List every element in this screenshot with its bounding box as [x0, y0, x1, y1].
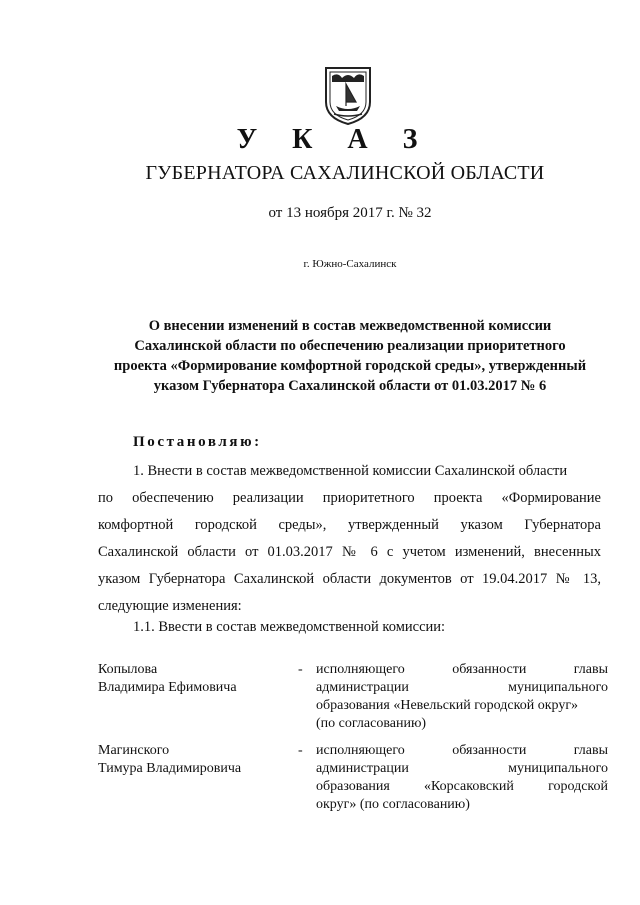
- document-city: г. Южно-Сахалинск: [303, 258, 397, 270]
- paragraph-line: Сахалинской области от 01.03.2017 № 6 с учетом изменений, внесенных: [98, 544, 601, 560]
- position-line: исполняющего обязанности главы: [316, 662, 608, 677]
- paragraph-line: 1. Внести в состав межведомственной комиссии Сахалинской области: [133, 463, 568, 479]
- position-line: образования «Невельский городской округ»: [316, 698, 579, 713]
- paragraph-line: по обеспечению реализации приоритетного проекта «Формирование: [98, 490, 601, 506]
- heading-line: О внесении изменений в состав межведомственной комиссии: [148, 318, 552, 334]
- heading-line: проекта «Формирование комфортной городской среды», утвержденный: [113, 358, 587, 374]
- member-dash: -: [298, 662, 303, 677]
- position-line: округ» (по согласованию): [316, 797, 470, 812]
- member-name: [98, 742, 288, 778]
- document-heading: [100, 316, 600, 396]
- subparagraph-1-1: 1.1. Ввести в состав межведомственной комиссии:: [133, 619, 446, 635]
- position-line: (по согласованию): [316, 716, 427, 731]
- paragraph-line: комфортной городской среды», утвержденный указом Губернатора: [98, 517, 601, 533]
- member-surname: Копылова: [98, 662, 158, 677]
- coat-of-arms-emblem: [322, 62, 374, 126]
- member-position: [316, 661, 608, 733]
- heading-line: указом Губернатора Сахалинской области от 01.03.2017 № 6: [153, 378, 547, 394]
- member-dash: -: [298, 743, 303, 758]
- member-given-names: Тимура Владимировича: [98, 761, 242, 776]
- member-given-names: Владимира Ефимовича: [98, 680, 237, 695]
- heading-line: Сахалинской области по обеспечению реализации приоритетного: [134, 338, 566, 354]
- document-subtitle: ГУБЕРНАТОРА САХАЛИНСКОЙ ОБЛАСТИ: [145, 162, 545, 184]
- paragraph-1: [98, 458, 601, 620]
- position-line: администрации муниципального: [316, 761, 608, 776]
- paragraph-line: следующие изменения:: [98, 598, 242, 614]
- document-title: У К А З: [236, 124, 432, 155]
- position-line: администрации муниципального: [316, 680, 608, 695]
- position-line: исполняющего обязанности главы: [316, 743, 608, 758]
- document-date: от 13 ноября 2017 г. № 32: [268, 205, 432, 221]
- paragraph-line: указом Губернатора Сахалинской области документов от 19.04.2017 № 13,: [98, 571, 601, 587]
- member-name: [98, 661, 288, 697]
- member-position: [316, 742, 608, 814]
- member-surname: Магинского: [98, 743, 170, 758]
- position-line: образования «Корсаковский городской: [316, 779, 608, 794]
- decree-word: Постановляю:: [133, 434, 262, 450]
